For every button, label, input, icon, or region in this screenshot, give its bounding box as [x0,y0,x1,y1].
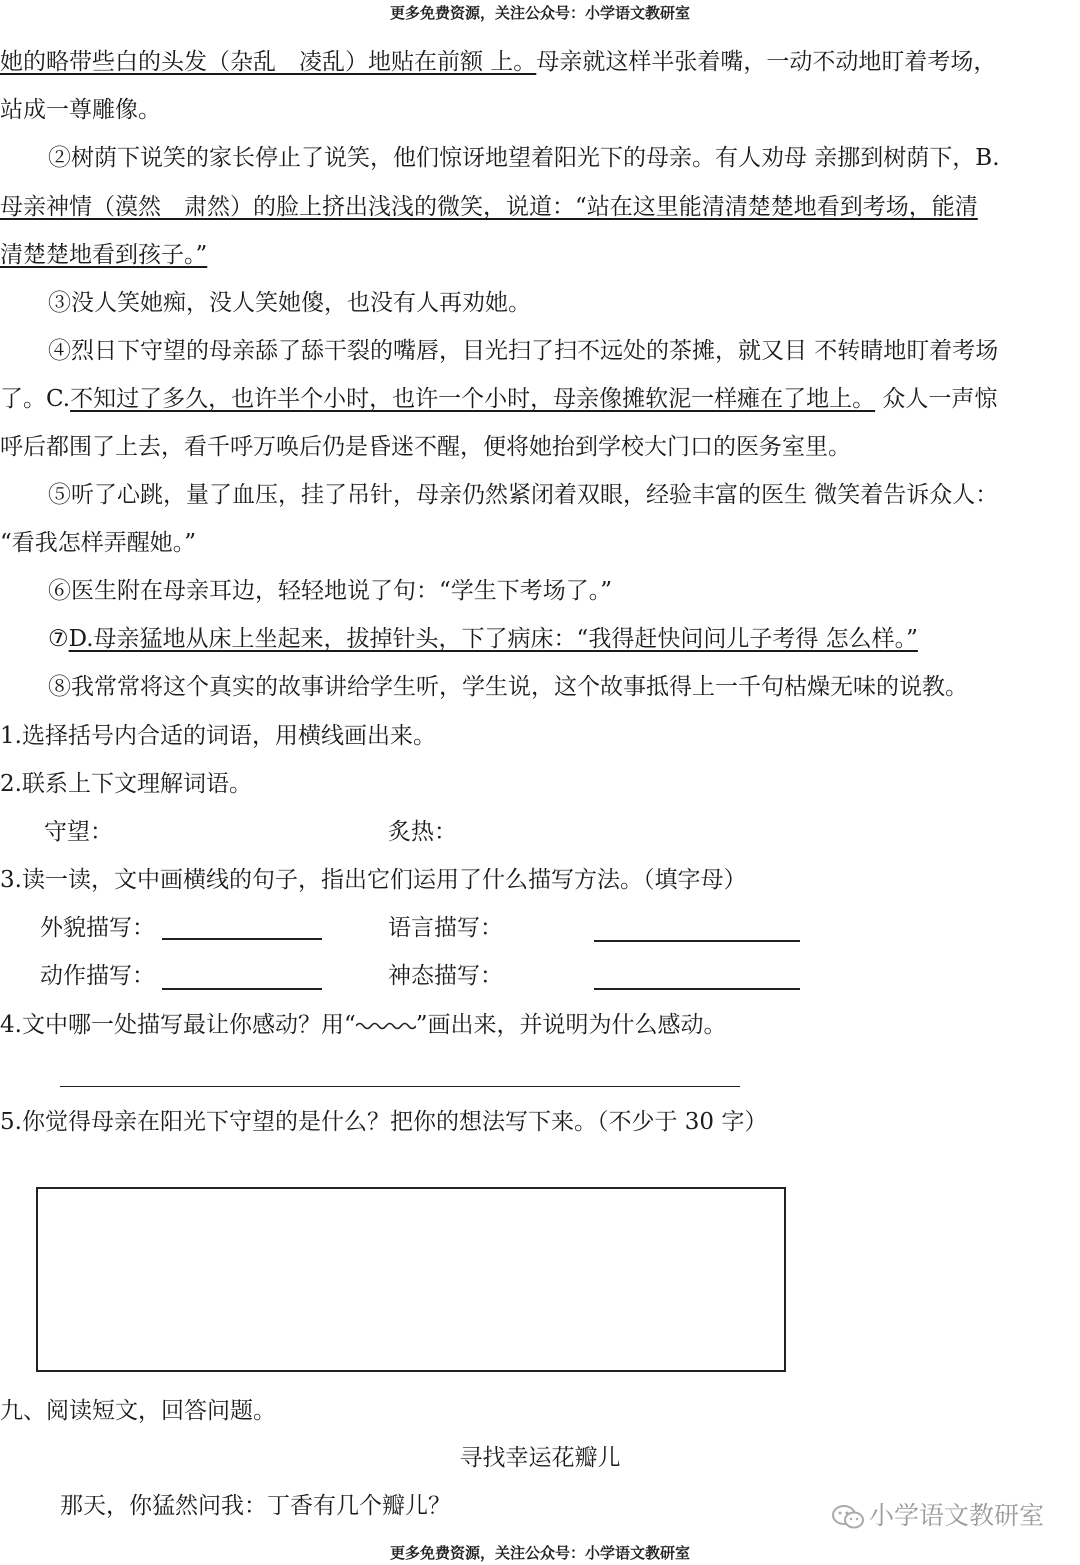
q3-expression-answer-field[interactable] [594,988,800,990]
paragraph-number: ⑦ [48,626,69,652]
question-4-text: 4.文中哪一处描写最让你感动？用“ [0,1012,356,1038]
watermark [831,1496,1044,1532]
wavy-underline-icon [356,1021,416,1031]
q3-speech-answer-field[interactable] [594,940,800,942]
q3-appearance-answer-field[interactable] [162,938,322,940]
section-9-heading: 九、阅读短文，回答问题。 [0,1398,276,1424]
question-2-shouwang-label: 守望： [44,819,113,845]
underlined-sentence-d: D.母亲猛地从床上坐起来，拔掉针头，下了病床：“我得赶快问问儿子考得 怎么样。” [68,626,918,652]
paragraph-5-line-1: ⑤听了心跳，量了血压，挂了吊针，母亲仍然紧闭着双眼，经验丰富的医生 微笑着告诉众人： [48,482,999,508]
paragraph-8: ⑧我常常将这个真实的故事讲给学生听，学生说，这个故事抵得上一千句枯燥无味的说教。 [48,674,968,700]
page-footer: 更多免费资源，关注公众号：小学语文教研室 [389,1544,690,1562]
underlined-sentence-b-part2: 清楚楚地看到孩子。” [0,242,208,268]
paragraph-2-line-2 [0,192,1080,222]
question-5: 5.你觉得母亲在阳光下守望的是什么？把你的想法写下来。（不少于 30 字） [0,1109,768,1135]
passage-text: 母亲就这样半张着嘴，一动不动地盯着考场， [536,49,997,75]
passage-text: 众人一声惊 [875,386,998,412]
question-2-zhire-label: 炙热： [388,819,457,845]
article-first-line: 那天，你猛然问我：丁香有几个瓣儿？ [60,1493,451,1519]
q3-expression-label: 神态描写： [388,963,503,989]
paragraph-4-line-2 [0,384,1080,414]
paragraph-7 [0,624,1080,654]
paragraph-4-line-1: ④烈日下守望的母亲舔了舔干裂的嘴唇，目光扫了扫不远处的茶摊，就又目 不转睛地盯着考场 [48,338,999,364]
underlined-sentence-a: 她的略带些白的头发（杂乱 凌乱）地贴在前额 上。 [0,49,537,75]
wechat-icon [831,1504,865,1530]
page-header: 更多免费资源，关注公众号：小学语文教研室 [389,4,690,22]
paragraph-2-line-3 [0,240,1080,270]
q3-appearance-label: 外貌描写： [40,915,155,941]
q4-answer-field[interactable] [60,1086,740,1087]
paragraph-4-line-3: 呼后都围了上去，看千呼万唤后仍是昏迷不醒，便将她抬到学校大门口的医务室里。 [0,434,851,460]
paragraph-3: ③没人笑她痴，没人笑她傻，也没有人再劝她。 [48,290,531,316]
passage-text: 了。C. [0,386,71,412]
paragraph-2-line-1: ②树荫下说笑的家长停止了说笑，他们惊讶地望着阳光下的母亲。有人劝母 亲挪到树荫下，B. [48,145,1000,171]
paragraph-6: ⑥医生附在母亲耳边，轻轻地说了句：“学生下考场了。” [48,578,613,604]
passage-line-2: 站成一尊雕像。 [0,97,161,123]
q5-answer-box[interactable] [36,1187,786,1372]
question-3: 3.读一读，文中画横线的句子，指出它们运用了什么描写方法。（填字母） [0,867,747,893]
underlined-sentence-b-part1: 母亲神情（漠然 肃然）的脸上挤出浅浅的微笑，说道：“站在这里能清清楚楚地看到考场，能清 [0,194,978,220]
article-title: 寻找幸运花瓣儿 [459,1445,621,1471]
q3-action-answer-field[interactable] [162,988,322,990]
question-2: 2.联系上下文理解词语。 [0,771,252,797]
q3-action-label: 动作描写： [40,963,155,989]
question-4-text: ”画出来，并说明为什么感动。 [415,1012,727,1038]
q3-speech-label: 语言描写： [388,915,503,941]
question-1: 1.选择括号内合适的词语，用横线画出来。 [0,723,436,749]
paragraph-5-line-2: “看我怎样弄醒她。” [0,530,197,556]
underlined-sentence-c: 不知过了多久，也许半个小时，也许一个小时，母亲像摊软泥一样瘫在了地上。 [70,386,876,412]
question-4 [0,1010,1080,1040]
watermark-text: 小学语文教研室 [868,1501,1044,1530]
passage-line-1 [0,47,1080,77]
